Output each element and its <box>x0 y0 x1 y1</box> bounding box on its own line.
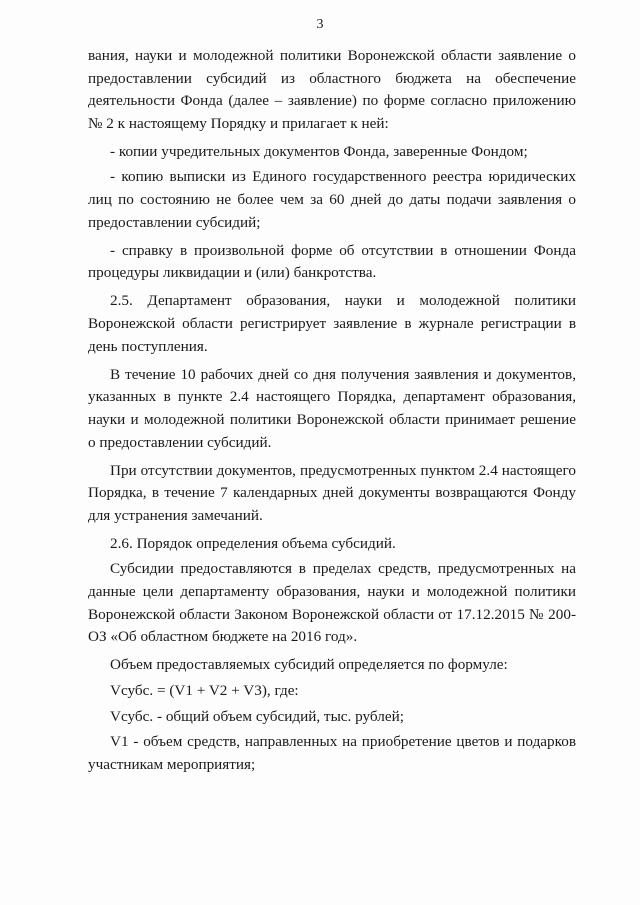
paragraph-2-5-registration: 2.5. Департамент образования, науки и молодежной политики Воронежской области регистрирует заявление в журнале регистрации в день поступления. <box>88 292 576 355</box>
formula: Vсубс. = (V1 + V2 + V3), где: <box>110 681 299 699</box>
list-item-liquidation-certificate: - справку в произвольной форме об отсутствии в отношении Фонда процедуры ликвидации и (или) банкротства. <box>88 241 576 282</box>
paragraph-documents-return: При отсутствии документов, предусмотренных пунктом 2.4 настоящего Порядка, в течение 7 календарных дней документы возвращаются Фонду для устранения замечаний. <box>88 461 576 524</box>
list-item-registry-extract: - копию выписки из Единого государственного реестра юридических лиц по состоянию не более чем за 60 дней до даты подачи заявления о предоставлении субсидий; <box>88 168 576 231</box>
formula-term-v1: V1 - объем средств, направленных на приобретение цветов и подарков участникам мероприятия; <box>88 733 576 773</box>
paragraph-formula-intro: Объем предоставляемых субсидий определяется по формуле: <box>110 656 508 674</box>
formula-term-vsubs: Vсубс. - общий объем субсидий, тыс. рублей; <box>110 707 404 725</box>
paragraph-2-6-heading: 2.6. Порядок определения объема субсидий. <box>110 534 396 552</box>
paragraph-decision-term: В течение 10 рабочих дней со дня получения заявления и документов, указанных в пункте 2.4 настоящего Порядка, департамент образования, науки и молодежной политики Воронежской области принимает решение о предоставлении субсидий. <box>88 365 576 451</box>
paragraph-subsidy-limits: Субсидии предоставляются в пределах средств, предусмотренных на данные цели департаменту образования, науки и молодежной политики Воронежской области Законом Воронежской области от 17.12.2015 № 200-ОЗ «Об областном бюджете на 2016 год». <box>88 560 576 646</box>
page-number: 3 <box>316 17 324 32</box>
document-body <box>88 45 576 782</box>
paragraph-application-submission: вания, науки и молодежной политики Воронежской области заявление о предоставлении субсидий из областного бюджета на обеспечение деятельности Фонда (далее – заявление) по форме согласно приложению № 2 к настоящему Порядку и прилагает к ней: <box>88 47 576 132</box>
list-item-founding-documents: - копии учредительных документов Фонда, заверенные Фондом; <box>110 142 528 160</box>
